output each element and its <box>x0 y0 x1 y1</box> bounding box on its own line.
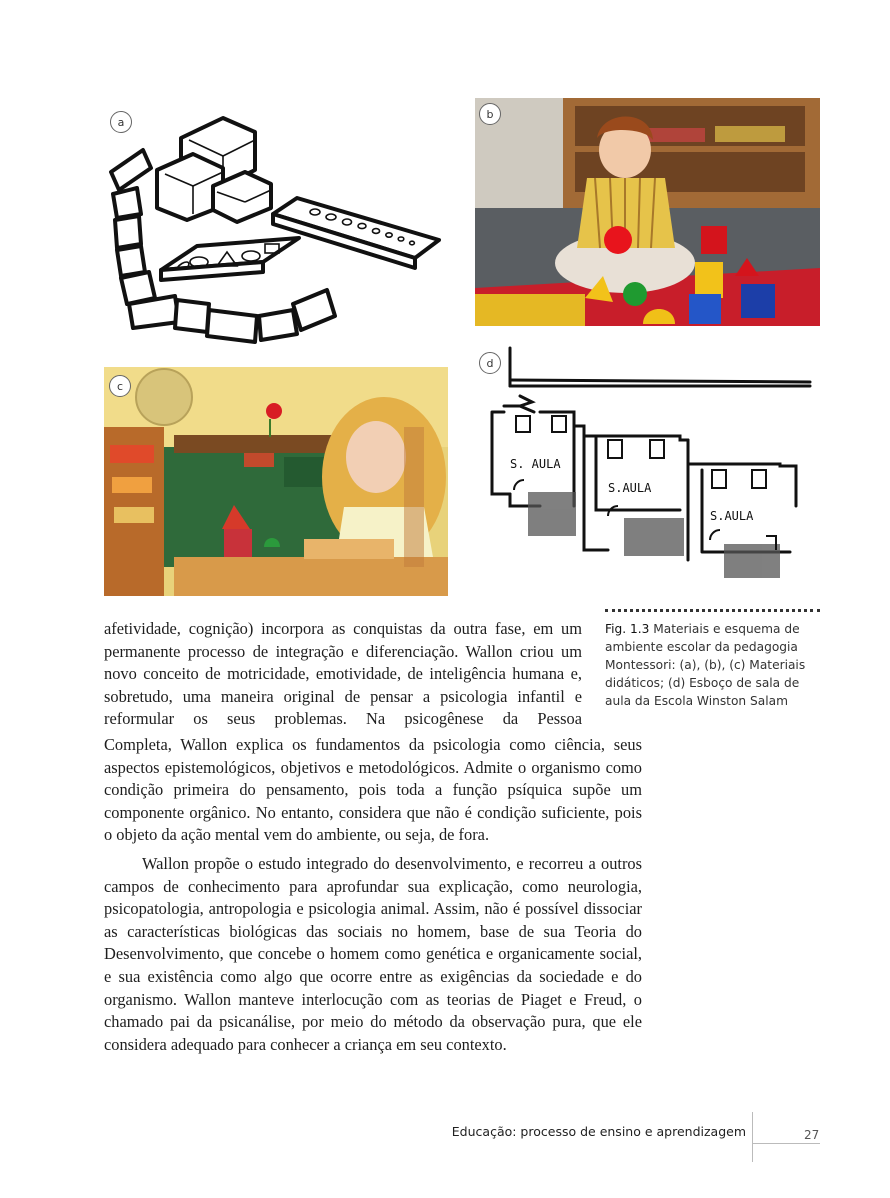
figure-a-label: a <box>110 111 132 133</box>
sketch-room-label-1: S. AULA <box>510 457 561 471</box>
body-paragraph-1-part-1: afetividade, cognição) incorpora as conquistas da outra fase, em um permanente processo de integração e diferenciação. Wallon criou um novo conceito de motricidade, emotividade, de inteligência humana e, sobretudo, uma maneira original de pensar a psicologia infantil e reformular os seus problemas. Na psicogênese da Pessoa <box>104 619 582 729</box>
body-paragraph-1-narrow <box>104 618 582 731</box>
caption-text: Materiais e esquema de ambiente escolar da pedagogia Montessori: (a), (b), (c) Materiais didáticos; (d) Esboço de sala de aula da Escola Winston Salam <box>605 622 806 708</box>
figure-b-photo-boy-playing-blocks <box>475 98 820 326</box>
body-paragraph-2-text: Wallon propõe o estudo integrado do desenvolvimento, e recorreu a outros campos de conhecimento para aprofundar sua explicação, como neurologia, psicopatologia, antropologia e psicologia animal. Assim, não é possível dissociar as características biológicas das sociais no homem, base de sua Teoria do Desenvolvimento, que concebe o homem como genética e organicamente social, e sua existência como algo que ocorre entre as exigências da sociedade e do organismo. Wallon manteve interlocução com as teorias de Piaget e Freud, o chamado pai da psicanálise, por meio do método da observação pura, que ele considera adequado para conhecer a criança em seu contexto. <box>104 854 642 1054</box>
figure-c-photo-girl-playing-blocks <box>104 367 448 596</box>
body-paragraph-2 <box>104 853 642 1056</box>
sketch-room-label-2: S.AULA <box>608 481 652 495</box>
figure-b-illustration <box>475 98 820 326</box>
body-paragraph-1-wide <box>104 734 642 847</box>
footer-horizontal-rule <box>752 1143 820 1144</box>
figure-c-label: c <box>109 375 131 397</box>
figure-c-illustration <box>104 367 448 596</box>
page-number: 27 <box>804 1128 820 1142</box>
running-footer-title: Educação: processo de ensino e aprendizagem <box>451 1124 746 1139</box>
body-paragraph-1-part-2: Completa, Wallon explica os fundamentos da psicologia como ciência, seus aspectos epistemológicos, objetivos e metodológicos. Admite o organismo como condição primeira do pensamento, pois toda a função psíquica supõe um componente orgânico. No entanto, considera que não é condição suficiente, pois o objeto da ação mental vem do ambiente, ou seja, de fora. <box>104 735 642 845</box>
figure-caption <box>605 620 820 710</box>
footer-vertical-rule <box>752 1112 753 1162</box>
figure-d-label: d <box>479 352 501 374</box>
figure-d-classroom-sketch <box>480 340 820 580</box>
caption-divider <box>605 609 820 612</box>
caption-prefix: Fig. 1.3 <box>605 622 650 636</box>
figure-a-montessori-materials-sketch <box>105 110 450 350</box>
sketch-room-label-3: S.AULA <box>710 509 754 523</box>
figure-b-label: b <box>479 103 501 125</box>
